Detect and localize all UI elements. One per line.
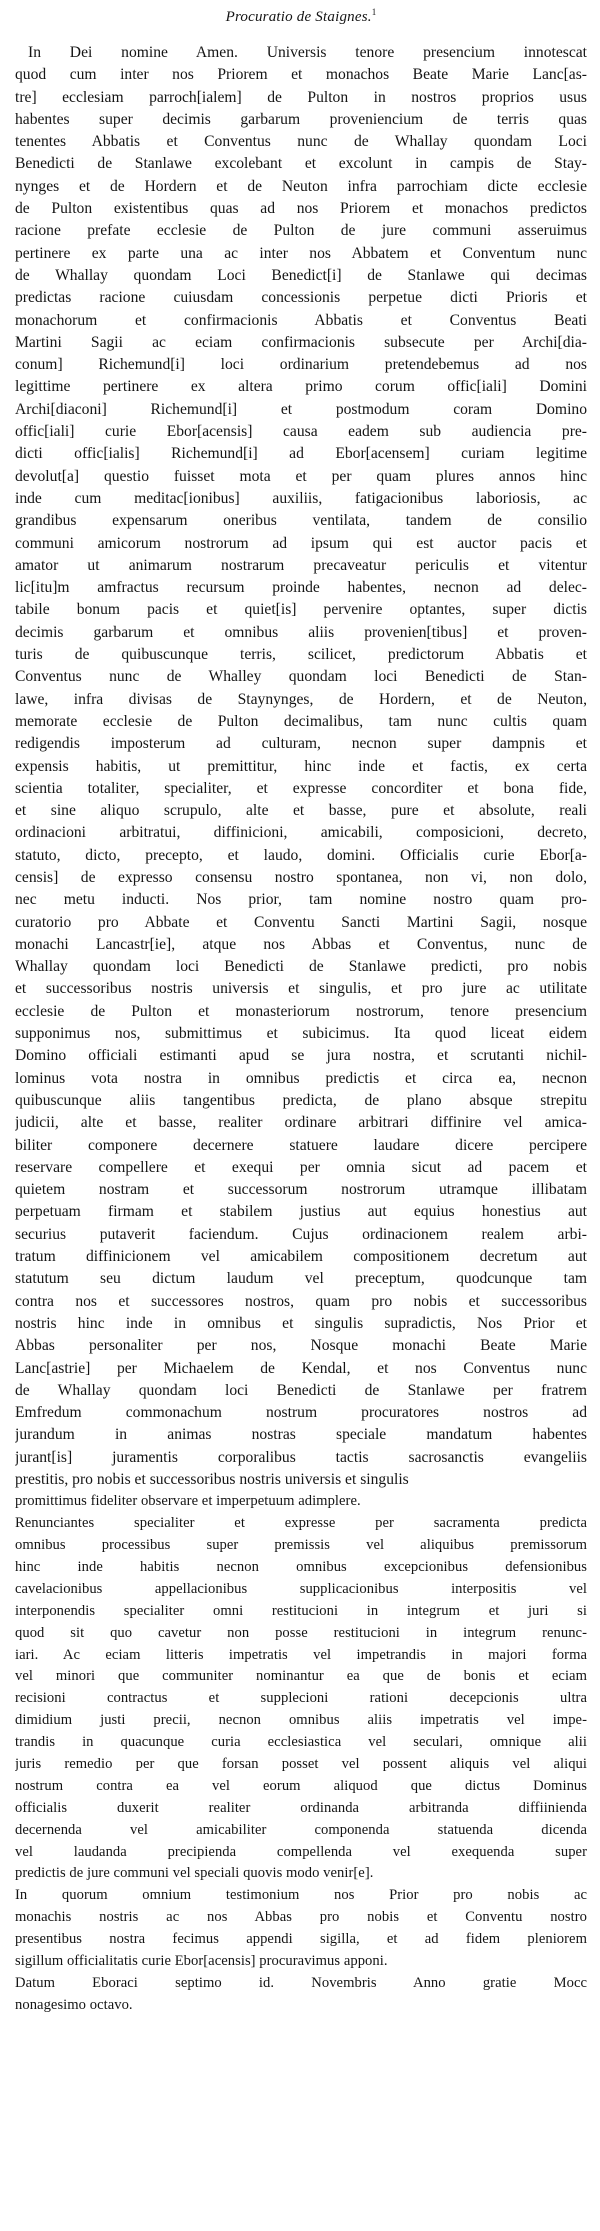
text-line: devolut[a] questio fuisset mota et per quam plures annos hinc [15, 467, 587, 485]
text-line: Lanc[astrie] per Michaelem de Kendal, et nos Conventus nunc [15, 1359, 587, 1377]
text-line: quod sit quo cavetur non posse restitucioni in integrum renunc- [15, 1624, 587, 1641]
text-line: nec metu inducti. Nos prior, tam nomine nostro quam pro- [15, 891, 587, 909]
text-line: nonagesimo octavo. [15, 1996, 133, 2013]
text-line: amator ut animarum nostrarum precaveatur periculis et vitentur [15, 556, 587, 574]
text-line: de Whallay quondam Loci Benedict[i] de Stanlawe qui decimas [15, 266, 587, 284]
text-line: legittime pertinere ex altera primo corum offic[iali] Domini [15, 378, 587, 396]
text-line: Abbas personaliter per nos, Nosque monachi Beate Marie [15, 1337, 587, 1355]
text-line: trandis in quacunque curia ecclesiastica vel seculari, omnique alii [15, 1734, 587, 1751]
text-line: prestitis, pro nobis et successoribus nostris universis et singulis [15, 1471, 409, 1488]
text-line: grandibus expensarum oneribus ventilata, tandem de consilio [15, 512, 587, 530]
text-line: ordinacioni arbitratui, diffinicioni, amicabili, composicioni, decreto, [15, 824, 587, 842]
text-line: In Dei nomine Amen. Universis tenore presencium innotescat [28, 44, 587, 61]
text-line: dicti offic[ialis] Richemund[i] ad Ebor[acensem] curiam legitime [15, 445, 587, 463]
text-line: nynges et de Hordern et de Neuton infra parrochiam dicte ecclesie [15, 177, 587, 195]
text-line: redigendis imposterum ad culturam, necnon super dampnis et [15, 735, 587, 753]
text-line: offic[iali] curie Ebor[acensis] causa eadem sub audiencia pre- [15, 423, 587, 441]
text-line: tratum diffinicionem vel amicabilem compositionem decretum aut [15, 1248, 587, 1266]
text-line: et successoribus nostris universis et singulis, et pro jure ac utilitate [15, 980, 587, 998]
text-line: recisioni contractus et supplecioni rationi decepcionis ultra [15, 1690, 587, 1707]
text-line: Conventus nunc de Whalley quondam loci Benedicti de Stan- [15, 668, 587, 686]
text-line: Renunciantes specialiter et expresse per sacramenta predicta [15, 1515, 587, 1532]
text-line: omnibus processibus super premissis vel aliquibus premissorum [15, 1537, 587, 1554]
text-line: dimidium justi precii, necnon omnibus aliis impetratis vel impe- [15, 1712, 587, 1729]
text-line: tre] ecclesiam parroch[ialem] de Pulton in nostros proprios usus [15, 88, 587, 106]
text-line: predictas racione cuiusdam concessionis perpetue dicti Prioris et [15, 289, 587, 307]
text-line: habentes super decimis garbarum proveniencium de terris quas [15, 110, 587, 128]
text-line: Martini Sagii ac eciam confirmacionis subsecute per Archi[dia- [15, 333, 587, 351]
text-line: communi amicorum nostrorum ad ipsum qui est auctor pacis et [15, 534, 587, 552]
text-line: predictis de jure communi vel speciali quovis modo venir[e]. [15, 1865, 374, 1882]
text-line: officialis duxerit realiter ordinanda arbitranda diffiinienda [15, 1799, 587, 1816]
text-line: perpetuam firmam et stabilem justius aut equius honestius aut [15, 1203, 587, 1221]
text-line: Whallay quondam loci Benedicti de Stanlawe predicti, pro nobis [15, 958, 587, 976]
text-line: expensis habitis, ut premittitur, hinc inde et factis, ex certa [15, 757, 587, 775]
text-line: memorate ecclesie de Pulton decimalibus, tam nunc cultis quam [15, 712, 587, 730]
text-line: interponendis specialiter omni restitucioni in integrum et juri si [15, 1602, 587, 1619]
document-body [15, 42, 587, 1491]
text-line: censis] de expresso consensu nostro spontanea, non vi, non dolo, [15, 868, 587, 886]
text-line: biliter componere decernere statuere laudare dicere percipere [15, 1136, 587, 1154]
text-line: Domino officiali estimanti apud se jura nostra, et scrutanti nichil- [15, 1047, 587, 1065]
text-line: iari. Ac eciam litteris impetratis vel impetrandis in majori forma [15, 1646, 587, 1663]
document-body-continuation [15, 1491, 587, 2016]
text-line: de Pulton existentibus quas ad nos Priorem et monachos predictos [15, 200, 587, 218]
text-line: juris remedio per que forsan posset vel possent aliquis vel aliqui [15, 1755, 587, 1772]
text-line: tenentes Abbatis et Conventus nunc de Whallay quondam Loci [15, 133, 587, 151]
text-line: quod cum inter nos Priorem et monachos Beate Marie Lanc[as- [15, 66, 587, 84]
text-line: promittimus fideliter observare et imperpetuum adimplere. [15, 1493, 361, 1510]
footnote-marker: 1 [371, 7, 377, 17]
text-line: de Whallay quondam loci Benedicti de Stanlawe per fratrem [15, 1381, 587, 1399]
text-line: hinc inde habitis necnon omnibus excepcionibus defensionibus [15, 1558, 587, 1575]
text-line: Benedicti de Stanlawe excolebant et excolunt in campis de Stay- [15, 155, 587, 173]
text-line: monachis nostris ac nos Abbas pro nobis et Conventu nostro [15, 1909, 587, 1926]
text-line: turis de quibuscunque terris, scilicet, predictorum Abbatis et [15, 646, 587, 664]
text-line: lawe, infra divisas de Staynynges, de Hordern, et de Neuton, [15, 690, 587, 708]
document-title [15, 6, 587, 28]
text-line: pertinere ex parte una ac inter nos Abbatem et Conventum nunc [15, 244, 587, 262]
text-line: sigillum officialitatis curie Ebor[acensis] procuravimus apponi. [15, 1953, 388, 1969]
text-line: supponimus nos, submittimus et subicimus. Ita quod liceat eidem [15, 1025, 587, 1043]
text-line: decernenda vel amicabiliter componenda statuenda dicenda [15, 1821, 587, 1838]
text-line: statuto, dicto, precepto, et laudo, domini. Officialis curie Ebor[a- [15, 846, 587, 864]
text-line: In quorum omnium testimonium nos Prior pro nobis ac [15, 1887, 587, 1904]
text-line: securius putaverit faciendum. Cujus ordinacionem realem arbi- [15, 1225, 587, 1243]
text-line: et sine aliquo scrupulo, alte et basse, pure et absolute, reali [15, 802, 587, 820]
text-line: presentibus nostra fecimus appendi sigilla, et ad fidem pleniorem [15, 1931, 587, 1948]
text-line: ecclesie de Pulton et monasteriorum nostrorum, tenore presencium [15, 1002, 587, 1020]
text-line: monachi Lancastr[ie], atque nos Abbas et Conventus, nunc de [15, 935, 587, 953]
text-line: vel minori que communiter nominantur ea que de bonis et eciam [15, 1668, 587, 1685]
text-line: Archi[diaconi] Richemund[i] et postmodum coram Domino [15, 400, 587, 418]
text-line: judicii, alte et basse, realiter ordinare arbitrari diffinire vel amica- [15, 1114, 587, 1132]
text-line: inde cum meditac[ionibus] auxiliis, fatigacionibus laboriosis, ac [15, 489, 587, 507]
text-line: conum] Richemund[i] loci ordinarium pretendebemus ad nos [15, 356, 587, 374]
text-line: decimis garbarum et omnibus aliis provenien[tibus] et proven- [15, 623, 587, 641]
text-line: contra nos et successores nostros, quam pro nobis et successoribus [15, 1292, 587, 1310]
text-line: reservare compellere et exequi per omnia sicut ad pacem et [15, 1158, 587, 1176]
title-text: Procuratio de Staignes. [225, 9, 372, 25]
text-line: cavelacionibus appellacionibus supplicacionibus interpositis vel [15, 1580, 587, 1597]
text-line: statutum seu dictum laudum vel preceptum, quodcunque tam [15, 1270, 587, 1288]
text-line: lominus vota nostra in omnibus predictis et circa ea, necnon [15, 1069, 587, 1087]
text-line: scientia totaliter, specialiter, et expresse concorditer et bona fide, [15, 779, 587, 797]
text-line: nostris hinc inde in omnibus et singulis supradictis, Nos Prior et [15, 1314, 587, 1332]
text-line: vel laudanda precipienda compellenda vel exequenda super [15, 1843, 587, 1860]
text-line: Emfredum commonachum nostrum procuratores nostros ad [15, 1404, 587, 1422]
text-line: nostrum contra ea vel eorum aliquod que dictus Dominus [15, 1777, 587, 1794]
text-line: Datum Eboraci septimo id. Novembris Anno gratie Mᴏcc [15, 1974, 587, 1991]
text-line: tabile bonum pacis et quiet[is] pervenire optantes, super dictis [15, 601, 587, 619]
text-line: jurandum in animas nostras speciale mandatum habentes [15, 1426, 587, 1444]
text-line: curatorio pro Abbate et Conventu Sancti Martini Sagii, nosque [15, 913, 587, 931]
text-line: racione prefate ecclesie de Pulton de jure communi asseruimus [15, 222, 587, 240]
text-line: jurant[is] juramentis corporalibus tactis sacrosanctis evangeliis [15, 1448, 587, 1466]
text-line: quibuscunque aliis tangentibus predicta, de plano absque strepitu [15, 1091, 587, 1109]
text-line: quietem nostram et successorum nostrorum utramque illibatam [15, 1181, 587, 1199]
text-line: lic[itu]m amfractus recursum proinde habentes, necnon ad delec- [15, 579, 587, 597]
text-line: monachorum et confirmacionis Abbatis et Conventus Beati [15, 311, 587, 329]
